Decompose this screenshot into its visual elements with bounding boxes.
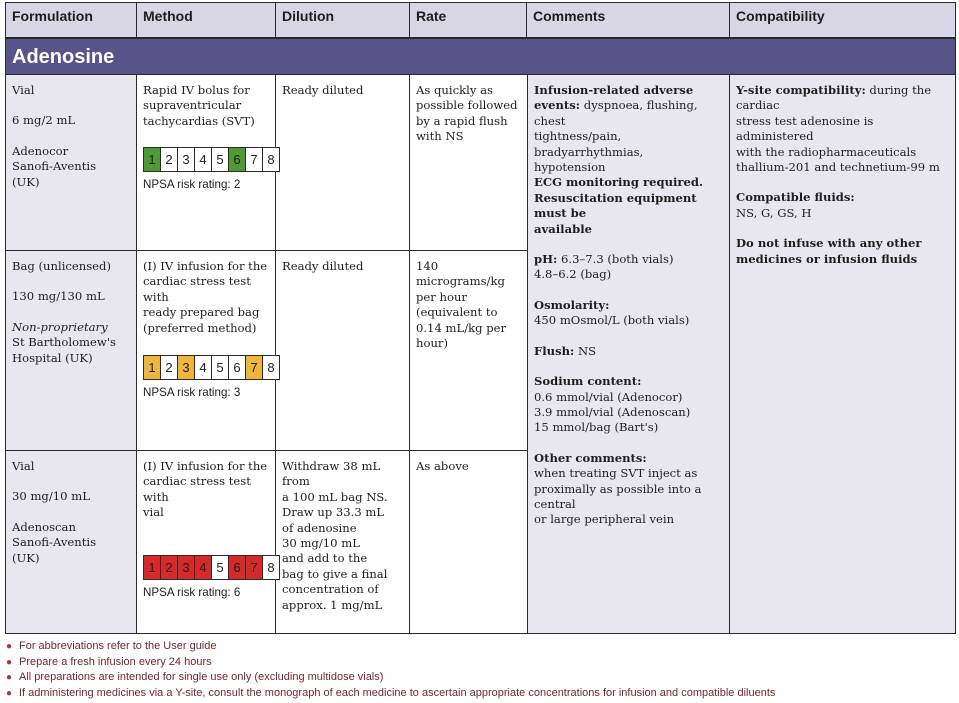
rate-line: 0.14 mL/kg per xyxy=(416,320,507,335)
comments-flush-text: NS xyxy=(574,343,597,358)
method-line: vial xyxy=(143,505,164,520)
comments-ecg: ECG monitoring required. xyxy=(534,175,704,190)
risk-box: 8 xyxy=(267,559,275,575)
compat-ysite-text: with the radiopharmaceuticals xyxy=(736,144,917,159)
risk-scale xyxy=(143,355,280,380)
rate-line: (equivalent to xyxy=(416,305,498,320)
comments-other-text: when treating SVT inject as xyxy=(534,466,698,481)
method-line: (I) IV infusion for the xyxy=(143,459,268,473)
formulation-cell xyxy=(6,451,137,633)
comments-osm-text: 450 mOsmol/L (both vials) xyxy=(534,313,690,328)
method-cell xyxy=(137,75,276,250)
comments-sodium-text: 0.6 mmol/vial (Adenocor) xyxy=(534,389,683,404)
method-line: cardiac stress test with xyxy=(143,274,251,304)
risk-rating: NPSA risk rating: 6 xyxy=(143,585,241,599)
comments-other-text: proximally as possible into a central xyxy=(534,481,702,511)
compat-ysite-label: Y-site compatibility: xyxy=(736,83,866,97)
compat-warning: medicines or infusion fluids xyxy=(736,251,918,266)
formulation-type: Vial xyxy=(12,83,35,97)
compat-fluids-label: Compatible fluids: xyxy=(736,190,855,205)
bullet-icon: ● xyxy=(6,641,13,652)
comments-infusion-text: tightness/pain, bradyarrhythmias, xyxy=(534,129,644,159)
risk-scale xyxy=(143,555,280,580)
method-cell xyxy=(137,451,276,633)
method-line: ready prepared bag xyxy=(143,305,260,320)
footnote-item: ● Prepare a fresh infusion every 24 hours xyxy=(6,655,775,671)
formulation-cell xyxy=(6,251,137,450)
rate-cell xyxy=(410,451,527,633)
rate-line: hour) xyxy=(416,336,448,351)
method-line: (preferred method) xyxy=(143,320,257,335)
header-compatibility: Compatibility xyxy=(730,3,955,37)
risk-box: 5 xyxy=(212,148,229,171)
comments-flush-label: Flush: xyxy=(534,343,575,358)
risk-box: 3 xyxy=(178,556,195,579)
dilution-line: concentration of xyxy=(282,582,379,597)
formulation-brand: Adenocor xyxy=(12,143,69,158)
compatibility-cell xyxy=(730,75,955,633)
rate-line: with NS xyxy=(416,129,464,144)
formulation-type: Vial xyxy=(12,459,35,473)
left-grid xyxy=(6,75,527,633)
risk-box: 2 xyxy=(161,556,178,579)
risk-box: 7 xyxy=(246,356,263,379)
risk-rating: NPSA risk rating: 2 xyxy=(143,178,241,192)
header-comments: Comments xyxy=(527,3,730,37)
table-row xyxy=(6,451,527,633)
method-line: (I) IV infusion for the xyxy=(143,259,268,273)
footnotes xyxy=(6,639,775,701)
comments-sodium-text: 3.9 mmol/vial (Adenoscan) xyxy=(534,404,691,419)
rate-line: 140 micrograms/kg xyxy=(416,259,505,289)
comments-ph-text: 4.8–6.2 (bag) xyxy=(534,267,612,282)
dilution-cell xyxy=(276,251,410,450)
compat-ysite-text: during the cardiac xyxy=(736,83,932,113)
comments-other-text: or large peripheral vein xyxy=(534,512,675,527)
rate-cell xyxy=(410,251,527,450)
compat-warning: Do not infuse with any other xyxy=(736,236,922,251)
risk-box: 6 xyxy=(229,556,246,579)
footnote-item: ● For abbreviations refer to the User guide xyxy=(6,639,775,655)
formulation-maker: St Bartholomew's xyxy=(12,335,116,350)
compat-fluids-text: NS, G, GS, H xyxy=(736,205,812,220)
bullet-icon: ● xyxy=(6,656,13,668)
formulation-strength: 130 mg/130 mL xyxy=(12,289,105,304)
risk-box: 2 xyxy=(161,356,178,379)
formulation-cell xyxy=(6,75,137,250)
comments-sodium-label: Sodium content: xyxy=(534,374,642,389)
formulation-maker: Sanofi-Aventis xyxy=(12,535,97,550)
rate-cell xyxy=(410,75,527,250)
rate-text: As above xyxy=(416,459,469,473)
header-formulation: Formulation xyxy=(6,3,137,37)
header-dilution: Dilution xyxy=(276,3,410,37)
formulation-brand: Non-proprietary xyxy=(12,319,108,334)
dilution-line: a 100 mL bag NS. xyxy=(282,489,388,504)
risk-box: 5 xyxy=(212,356,229,379)
risk-box: 5 xyxy=(212,556,229,579)
adenosine-monograph-table xyxy=(5,2,956,634)
method-line: Rapid IV bolus for xyxy=(143,83,250,97)
formulation-strength: 6 mg/2 mL xyxy=(12,113,76,128)
risk-rating: NPSA risk rating: 3 xyxy=(143,386,241,400)
bullet-icon: ● xyxy=(6,672,13,683)
bullet-icon: ● xyxy=(6,687,13,699)
method-line: supraventricular xyxy=(143,98,242,113)
header-rate: Rate xyxy=(410,3,527,37)
formulation-country: (UK) xyxy=(12,174,40,189)
risk-box: 4 xyxy=(195,148,212,171)
method-cell xyxy=(137,251,276,450)
rate-line: As quickly as xyxy=(416,83,493,97)
risk-box: 8 xyxy=(267,360,275,376)
risk-box: 8 xyxy=(267,152,275,168)
dilution-line: and add to the xyxy=(282,551,368,566)
dilution-cell xyxy=(276,75,410,250)
comments-ph-label: pH: xyxy=(534,252,558,267)
rate-line: possible followed xyxy=(416,98,518,113)
comments-sodium-text: 15 mmol/bag (Bart's) xyxy=(534,420,659,435)
dilution-line: bag to give a final xyxy=(282,566,388,581)
rate-line: by a rapid flush xyxy=(416,113,508,128)
comments-infusion-label: events: xyxy=(534,98,581,113)
comments-ecg: available xyxy=(534,221,592,236)
dilution-cell xyxy=(276,451,410,633)
dilution-text: Ready diluted xyxy=(282,259,364,273)
comments-ecg: Resuscitation equipment must be xyxy=(534,190,697,221)
rate-line: per hour xyxy=(416,289,467,304)
table-header-row xyxy=(6,3,955,39)
risk-box: 1 xyxy=(144,556,161,579)
risk-box: 1 xyxy=(144,356,161,379)
formulation-country: Hospital (UK) xyxy=(12,350,93,365)
table-row xyxy=(6,75,527,251)
method-line: tachycardias (SVT) xyxy=(143,113,255,128)
table-row xyxy=(6,251,527,451)
formulation-country: (UK) xyxy=(12,550,40,565)
risk-box: 3 xyxy=(178,148,195,171)
dilution-line: Withdraw 38 mL from xyxy=(282,459,381,489)
dilution-line: 30 mg/10 mL xyxy=(282,536,360,551)
risk-box: 2 xyxy=(161,148,178,171)
dilution-line: of adenosine xyxy=(282,520,357,535)
comments-osm-label: Osmolarity: xyxy=(534,297,610,312)
formulation-type: Bag (unlicensed) xyxy=(12,259,111,273)
comments-cell xyxy=(527,75,730,633)
dilution-line: Draw up 33.3 mL xyxy=(282,505,385,520)
risk-box: 7 xyxy=(246,556,263,579)
risk-box: 6 xyxy=(229,148,246,171)
method-line: cardiac stress test with xyxy=(143,474,251,504)
risk-box: 1 xyxy=(144,148,161,171)
compat-ysite-text: stress test adenosine is administered xyxy=(736,113,874,144)
footnote-item: ● All preparations are intended for single use only (excluding multidose vials) xyxy=(6,670,775,686)
dilution-line: approx. 1 mg/mL xyxy=(282,597,383,612)
formulation-maker: Sanofi-Aventis xyxy=(12,159,97,174)
comments-infusion-label: Infusion-related adverse xyxy=(534,83,694,97)
section-title: Adenosine xyxy=(6,39,955,75)
risk-box: 3 xyxy=(178,356,195,379)
table-body xyxy=(6,75,955,633)
formulation-strength: 30 mg/10 mL xyxy=(12,489,90,504)
risk-scale xyxy=(143,147,280,172)
comments-other-label: Other comments: xyxy=(534,450,647,465)
risk-box: 7 xyxy=(246,148,263,171)
risk-box: 4 xyxy=(195,556,212,579)
footnote-item: ● If administering medicines via a Y-site, consult the monograph of each medicine to ascertain appropriate concentrations for infusion and compatible diluents xyxy=(6,686,775,702)
risk-box: 6 xyxy=(229,356,246,379)
comments-ph-text: 6.3–7.3 (both vials) xyxy=(557,252,674,267)
formulation-brand: Adenoscan xyxy=(12,519,76,534)
risk-box: 4 xyxy=(195,356,212,379)
compat-ysite-text: thallium-201 and technetium-99 m xyxy=(736,160,940,175)
comments-infusion-text: hypotension xyxy=(534,160,606,175)
dilution-text: Ready diluted xyxy=(282,83,364,97)
comments-infusion-text: dyspnoea, flushing, chest xyxy=(534,98,698,128)
header-method: Method xyxy=(137,3,276,37)
